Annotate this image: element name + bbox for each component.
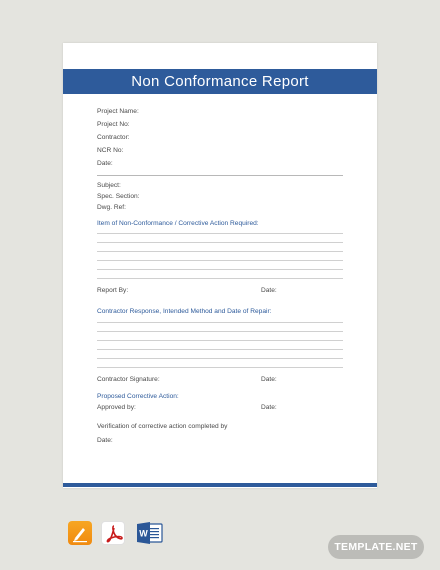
field-dwg-ref: Dwg. Ref: (97, 204, 126, 211)
blank-line (97, 233, 343, 234)
section-item-heading: Item of Non-Conformance / Corrective Action Required: (97, 220, 259, 227)
blank-line (97, 331, 343, 332)
acrobat-pdf-icon[interactable] (101, 521, 125, 545)
blank-line (97, 278, 343, 279)
field-project-no: Project No: (97, 121, 130, 128)
field-ncr-no: NCR No: (97, 147, 124, 154)
field-subject: Subject: (97, 182, 121, 189)
field-report-date: Date: (261, 287, 277, 294)
pages-icon[interactable] (68, 521, 92, 545)
section-response-heading: Contractor Response, Intended Method and Date of Repair: (97, 308, 272, 315)
blank-line (97, 322, 343, 323)
field-contractor-signature: Contractor Signature: (97, 376, 160, 383)
field-signature-date: Date: (261, 376, 277, 383)
field-verification: Verification of corrective action completed by (97, 423, 228, 430)
field-spec-section: Spec. Section: (97, 193, 140, 200)
report-document (63, 43, 377, 488)
section-proposed-heading: Proposed Corrective Action: (97, 393, 179, 400)
blank-line (97, 340, 343, 341)
field-contractor: Contractor: (97, 134, 130, 141)
word-icon[interactable] (136, 521, 164, 545)
field-report-by: Report By: (97, 287, 129, 294)
svg-text:W: W (139, 528, 148, 539)
report-title: Non Conformance Report (63, 69, 377, 94)
blank-line (97, 269, 343, 270)
field-approved-by: Approved by: (97, 404, 136, 411)
template-net-badge[interactable]: TEMPLATE.NET (328, 535, 424, 559)
blank-line (97, 260, 343, 261)
field-date: Date: (97, 160, 113, 167)
blank-line (97, 358, 343, 359)
blank-line (97, 251, 343, 252)
blank-line (97, 367, 343, 368)
field-final-date: Date: (97, 437, 113, 444)
field-project-name: Project Name: (97, 108, 139, 115)
field-approved-date: Date: (261, 404, 277, 411)
blank-line (97, 349, 343, 350)
divider (97, 175, 343, 176)
blank-line (97, 242, 343, 243)
footer-band (63, 483, 377, 487)
